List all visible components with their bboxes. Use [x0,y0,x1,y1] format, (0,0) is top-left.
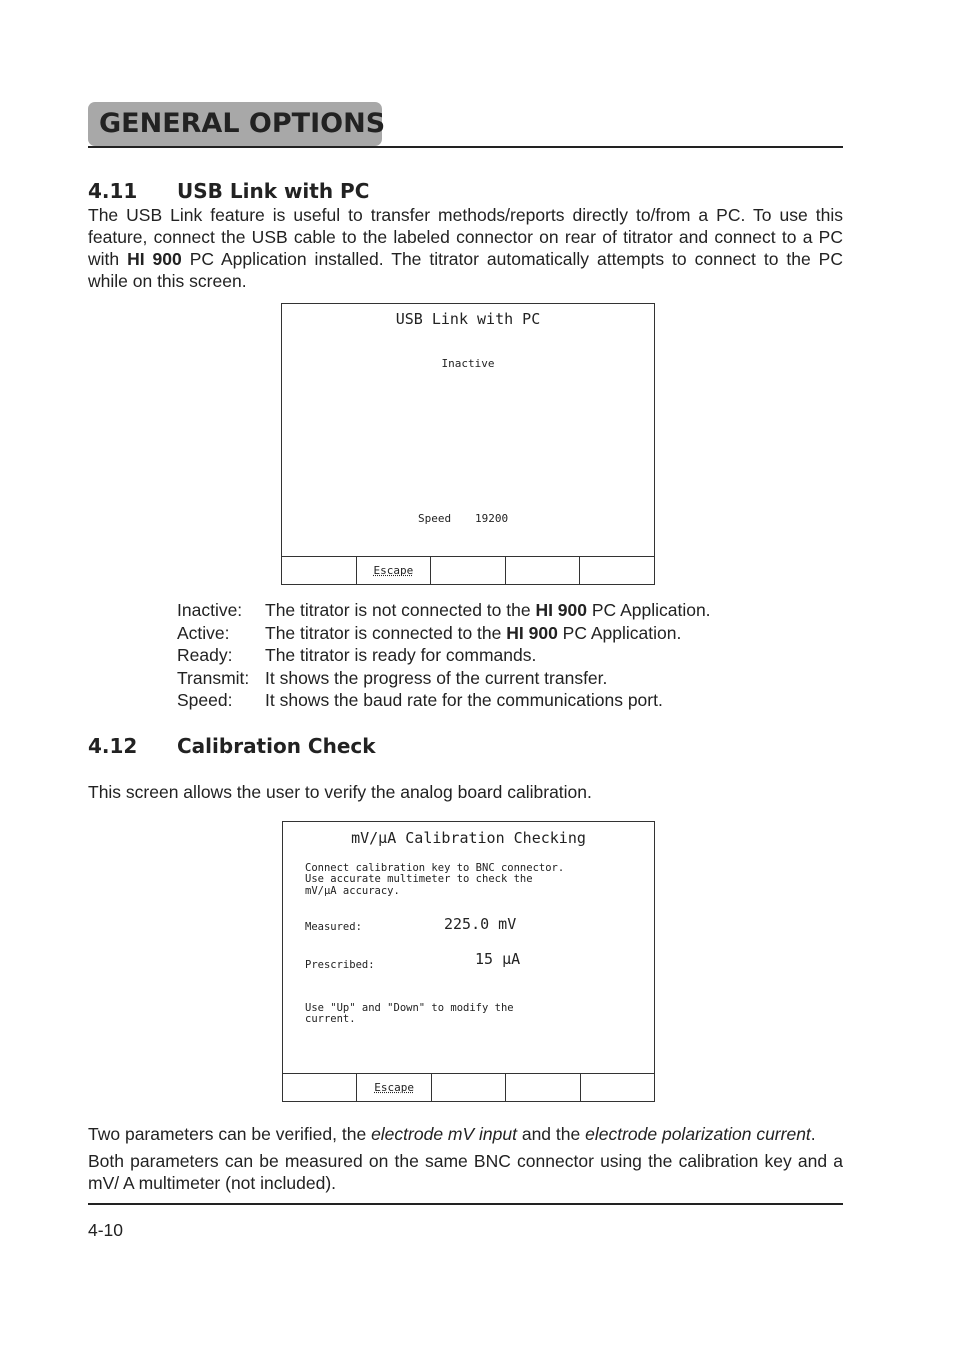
softkey-label: Escape [374,1080,414,1094]
text: and the [516,1123,586,1144]
calibration-screen [282,821,655,1102]
softkey-1[interactable] [283,1074,356,1101]
parameters-paragraph [88,1123,843,1145]
screen-title: mV/µA Calibration Checking [351,828,586,847]
term: Ready: [177,645,233,665]
instruction-line: Connect calibration key to BNC connector. [305,861,565,874]
hint [305,1003,514,1026]
section-heading-4-11 [88,179,843,203]
footer-rule [88,1203,843,1205]
section-number: 4.11 [88,179,138,203]
section-heading-4-12 [88,734,843,758]
term: Speed: [177,690,233,710]
product-name: HI 900 [127,249,182,269]
softkey-4[interactable] [505,1074,579,1101]
softkey-3[interactable] [430,557,505,584]
measured-value: 225.0 mV [444,914,517,933]
term: Transmit: [177,667,250,688]
softkey-4[interactable] [505,557,580,584]
term: Active: [177,622,230,643]
measurement-paragraph: Both parameters can be measured on the same BNC connector using the calibration key and a mV/ A multimeter (not included). [88,1150,843,1193]
usb-description [88,204,843,292]
definition-item [177,622,843,645]
section-title: USB Link with PC [177,179,370,203]
usb-link-screen [281,303,655,585]
section-title: Calibration Check [177,733,376,758]
text: Two parameters can be verified, the [88,1123,372,1144]
instructions [305,863,564,898]
text: The titrator is connected to the [265,622,507,643]
text: It shows the progress of the current transfer. [265,667,608,688]
speed-label: Speed [418,512,452,525]
softkey-escape[interactable] [356,1074,430,1101]
text: The titrator is ready for commands. [265,645,537,665]
text: PC Application installed. The titrator automatically attempts to connect to the PC while on this screen. [88,249,843,291]
text: PC Application. [557,622,682,643]
page-content [88,0,843,1241]
softkey-5[interactable] [580,1074,654,1101]
definition-item [177,644,843,667]
emphasis: electrode polarization current [585,1123,811,1144]
instruction-line: Use accurate multimeter to check the [305,873,533,885]
softkey-3[interactable] [431,1074,505,1101]
hint-line: Use "Up" and "Down" to modify the [305,1001,514,1014]
emphasis: electrode mV input [371,1123,517,1144]
calibration-intro: This screen allows the user to verify the analog board calibration. [88,781,592,802]
softkey-bar [282,556,654,584]
status-text: Inactive [441,357,495,370]
softkey-escape[interactable] [356,557,431,584]
softkey-bar [283,1073,654,1101]
softkey-5[interactable] [579,557,654,584]
measured-label: Measured: [305,920,362,933]
definition-item [177,689,843,712]
text: The titrator is not connected to the [265,600,536,620]
definition-item [177,667,843,690]
prescribed-label: Prescribed: [305,958,375,971]
chapter-title: GENERAL OPTIONS [99,108,386,139]
section-number: 4.12 [88,733,138,758]
text: . [810,1123,816,1144]
speed-value: 19200 [475,512,509,525]
product-name: HI 900 [535,600,587,620]
definition-item [177,599,843,622]
instruction-line: mV/µA accuracy. [305,884,400,897]
hint-line: current. [305,1013,356,1025]
header-rule [88,146,843,148]
softkey-label: Escape [373,564,414,577]
page-number: 4-10 [88,1219,124,1240]
chapter-header [88,102,386,146]
text: It shows the baud rate for the communications port. [265,690,663,710]
text: PC Application. [587,600,711,620]
prescribed-value: 15 µA [475,949,521,968]
text: The USB Link feature is useful to transfer methods/reports directly to/from a PC. To use this feature, connect the USB cable to the labeled connector on rear of titrator and connect to a PC with [88,205,843,269]
term: Inactive: [177,600,243,620]
screen-title: USB Link with PC [395,310,541,328]
status-definitions [177,599,843,712]
softkey-1[interactable] [282,557,356,584]
product-name: HI 900 [506,622,558,643]
